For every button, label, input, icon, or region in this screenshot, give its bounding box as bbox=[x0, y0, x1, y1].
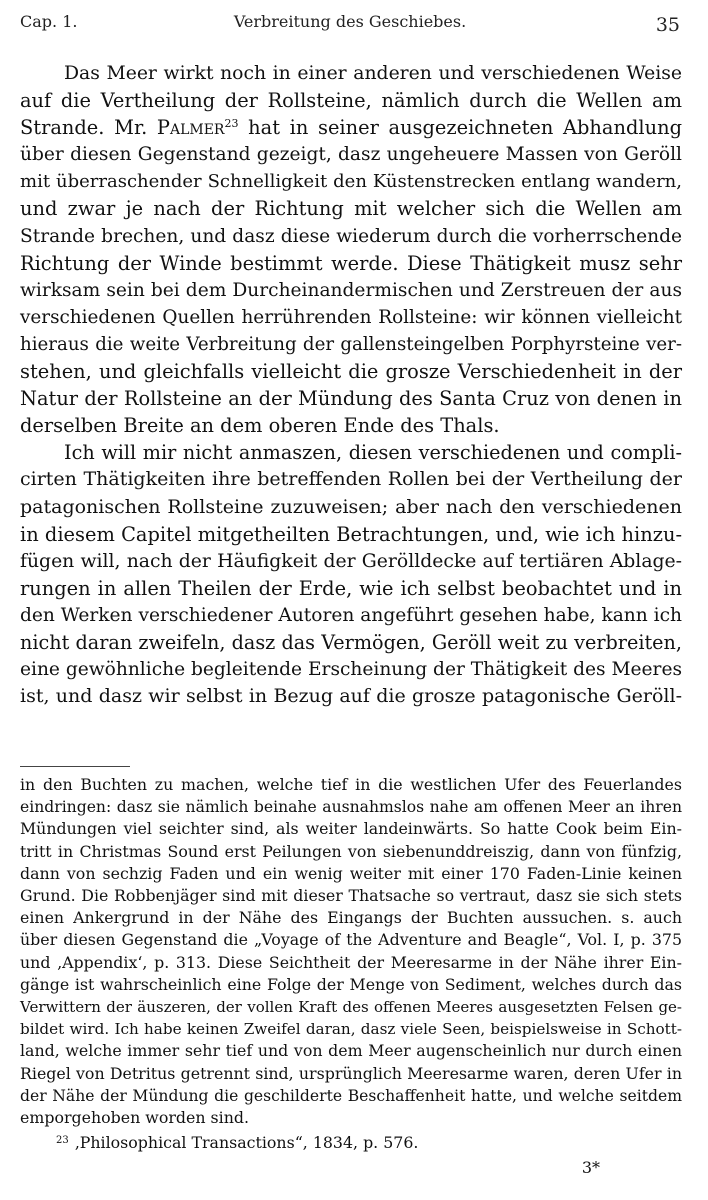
paragraph-1 bbox=[20, 60, 682, 439]
footnote-line: einen Ankergrund in der Nähe des Eingangs der Buchten aussuchen. s. auch bbox=[20, 908, 682, 928]
text-line: und zwar je nach der Richtung mit welcher sich die Wellen am bbox=[20, 197, 682, 221]
footnote-line: Verwittern der äuszeren, der vollen Kraft des offenen Meeres ausgesetzten Felsen ge- bbox=[20, 998, 682, 1017]
text-line: eine gewöhnliche begleitende Erscheinung der Thätigkeit des Meeres bbox=[20, 659, 682, 681]
text-line: fügen will, nach der Häufigkeit der Gerölldecke auf tertiären Ablage- bbox=[20, 550, 682, 572]
text-line: wirksam sein bei dem Durcheinandermischen und Zerstreuen der aus bbox=[20, 279, 682, 301]
text-line: nicht daran zweifeln, dasz das Vermögen, Geröll weit zu verbreiten, bbox=[20, 630, 682, 654]
footnote-separator bbox=[20, 766, 130, 767]
text-line: in diesem Capitel mitgetheilten Betrachtungen, und, wie ich hinzu- bbox=[20, 522, 682, 546]
page-number: 35 bbox=[655, 14, 680, 36]
running-title: Verbreitung des Geschiebes. bbox=[233, 12, 467, 31]
text-line: derselben Breite an dem oberen Ende des Thals. bbox=[20, 414, 500, 438]
footnote-line: emporgehoben worden sind. bbox=[20, 1108, 250, 1128]
text-line: Richtung der Winde bestimmt werde. Diese Thätigkeit musz sehr bbox=[20, 251, 682, 275]
main-text bbox=[20, 60, 682, 710]
footnote-text: ‚Philosophical Transactions“, 1834, p. 576. bbox=[74, 1133, 419, 1153]
footnote-line: land, welche immer sehr tief und von dem Meer augenscheinlich nur durch einen bbox=[20, 1041, 682, 1061]
footnote-line: und ‚Appendix‘, p. 313. Diese Seichtheit der Meeresarme in der Nähe ihrer Ein- bbox=[20, 952, 682, 972]
text-line: Ich will mir nicht anmaszen, diesen verschiedenen und compli- bbox=[64, 441, 682, 465]
footnote-23 bbox=[20, 1132, 682, 1154]
text-segment: hat in seiner ausgezeichneten Abhandlung bbox=[238, 116, 682, 140]
text-line: auf die Vertheilung der Rollsteine, nämlich durch die Wellen am bbox=[20, 89, 682, 113]
text-line: verschiedenen Quellen herrührenden Rollsteine: wir können vielleicht bbox=[20, 306, 682, 328]
text-line: Natur der Rollsteine an der Mündung des Santa Cruz von denen in bbox=[20, 387, 682, 411]
footnote-line: in den Buchten zu machen, welche tief in die westlichen Ufer des Feuerlandes bbox=[20, 775, 682, 794]
paragraph-2 bbox=[20, 439, 682, 710]
footnote-line: gänge ist wahrscheinlich eine Folge der Menge von Sediment, welches durch das bbox=[20, 974, 682, 994]
text-line: den Werken verschiedener Autoren angeführt gesehen habe, kann ich bbox=[20, 604, 682, 626]
footnote-line: tritt in Christmas Sound erst Peilungen von siebenunddreiszig, dann von fünfzig, bbox=[20, 841, 682, 861]
footnote-line: Mündungen viel seichter sind, als weiter landeinwärts. So hatte Cook beim Ein- bbox=[20, 819, 682, 839]
footnote-number: 23 bbox=[56, 1135, 69, 1147]
text-line: Strande brechen, und dasz diese wiederum durch die vorherrschende bbox=[20, 225, 682, 247]
chapter-label: Cap. 1. bbox=[20, 12, 78, 31]
author-name: Palmer bbox=[156, 116, 225, 140]
text-line: ist, und dasz wir selbst in Bezug auf die grosze patagonische Geröll- bbox=[20, 685, 682, 708]
footnotes bbox=[20, 774, 682, 1154]
footnote-line: dann von sechzig Faden und ein wenig weiter mit einer 170 Faden-Linie keinen bbox=[20, 863, 682, 883]
text-line: Das Meer wirkt noch in einer anderen und verschiedenen Weise bbox=[64, 63, 682, 84]
footnote-ref: 23 bbox=[224, 117, 239, 131]
text-line: cirten Thätigkeiten ihre betreffenden Rollen bei der Vertheilung der bbox=[20, 468, 682, 491]
text-line: stehen, und gleichfalls vielleicht die grosze Verschiedenheit in der bbox=[20, 360, 682, 384]
text-line: rungen in allen Theilen der Erde, wie ich selbst beobachtet und in bbox=[20, 576, 682, 600]
text-line: mit überraschender Schnelligkeit den Küstenstrecken entlang wandern, bbox=[20, 171, 682, 193]
text-line: hieraus die weite Verbreitung der gallensteingelben Porphyrsteine ver- bbox=[20, 333, 682, 355]
footnote-line: über diesen Gegenstand die „Voyage of the Adventure and Beagle“, Vol. I, p. 375 bbox=[20, 930, 682, 950]
footnote-line: eindringen: dasz sie nämlich beinahe ausnahmslos nahe am offenen Meer an ihren bbox=[20, 798, 682, 817]
text-segment: Strande. Mr. bbox=[20, 116, 157, 140]
footnote-line: Riegel von Detritus getrennt sind, ursprünglich Meeresarme waren, deren Ufer in bbox=[20, 1063, 682, 1083]
text-line: patagonischen Rollsteine zuzuweisen; aber nach den verschiedenen bbox=[20, 495, 682, 518]
running-header bbox=[20, 12, 680, 40]
signature-mark: 3* bbox=[581, 1158, 600, 1177]
footnote-line: der Nähe der Mündung die geschilderte Beschaffenheit hatte, und welche seitdem bbox=[20, 1086, 682, 1105]
footnote-line: bildet wird. Ich habe keinen Zweifel daran, dasz viele Seen, beispielsweise in Schott- bbox=[20, 1020, 682, 1039]
footnote-line: Grund. Die Robbenjäger sind mit dieser Thatsache so vertraut, dasz sie sich stets bbox=[20, 886, 682, 906]
text-line bbox=[20, 114, 682, 141]
text-line: über diesen Gegenstand gezeigt, dasz ungeheuere Massen von Geröll bbox=[20, 144, 682, 166]
